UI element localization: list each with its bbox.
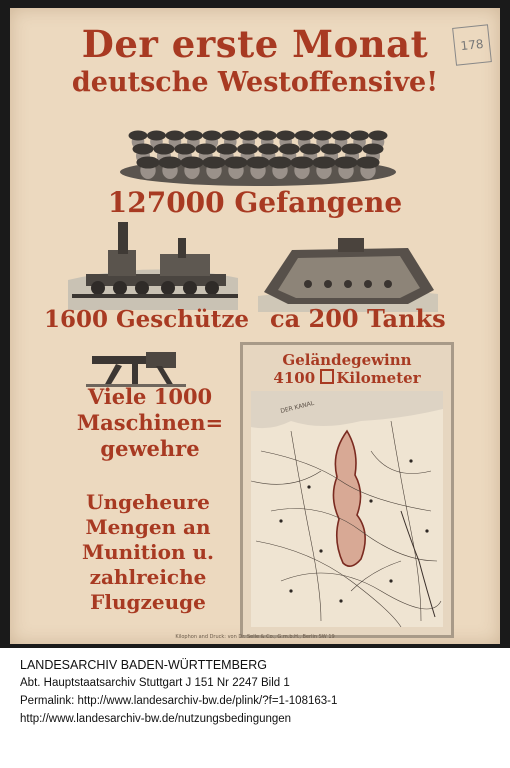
poster-title-line2: deutsche Westoffensive! bbox=[71, 67, 439, 98]
machine-guns-line-1: Viele 1000 bbox=[87, 384, 213, 409]
map-title-line1: Geländegewinn bbox=[282, 351, 412, 369]
map-area-value: 4100 bbox=[273, 369, 316, 387]
machine-guns-line-2: Maschinen= bbox=[76, 410, 224, 435]
front-map-icon bbox=[251, 391, 443, 627]
map-title bbox=[243, 351, 451, 387]
map-title-line2 bbox=[243, 369, 451, 387]
archive-permalink[interactable]: Permalink: http://www.landesarchiv-bw.de/plink/?f=1-108163-1 bbox=[20, 695, 338, 707]
machine-gun-illustration-icon bbox=[86, 344, 186, 388]
munitions-text bbox=[48, 490, 248, 615]
archive-number-stamp: 178 bbox=[452, 24, 492, 66]
tank-illustration-icon bbox=[258, 234, 438, 312]
square-icon bbox=[320, 369, 334, 384]
munitions-line-4: zahlreiche bbox=[89, 565, 207, 589]
tanks-count: ca 200 Tanks bbox=[270, 304, 446, 333]
printer-imprint: Kilophon and Druck: von Dr. Selle & Co., G.m.b.H., Berlin SW 19 bbox=[175, 634, 335, 640]
machine-guns-line-3: gewehre bbox=[100, 436, 200, 461]
munitions-line-2: Mengen an bbox=[85, 515, 211, 539]
munitions-line-5: Flugzeuge bbox=[90, 590, 206, 614]
prisoners-count: 127000 Gefangene bbox=[107, 186, 403, 219]
guns-count: 1600 Geschütze bbox=[44, 306, 250, 333]
territory-map bbox=[240, 342, 454, 638]
map-area-unit: Kilometer bbox=[336, 369, 421, 387]
archive-caption bbox=[20, 656, 500, 728]
map-sea-label: DER KANAL bbox=[279, 399, 315, 415]
artillery-illustration-icon bbox=[68, 220, 238, 310]
archive-name: LANDESARCHIV BADEN-WÜRTTEMBERG bbox=[20, 658, 268, 672]
munitions-line-3: Munition u. bbox=[81, 540, 214, 564]
archive-terms-link[interactable]: http://www.landesarchiv-bw.de/nutzungsbedingungen bbox=[20, 713, 292, 725]
poster-title-line1: Der erste Monat bbox=[81, 22, 429, 66]
machine-guns-text bbox=[60, 384, 240, 462]
munitions-line-1: Ungeheure bbox=[86, 490, 210, 514]
poster bbox=[10, 8, 500, 644]
archive-reference: Abt. Hauptstaatsarchiv Stuttgart J 151 Nr 2247 Bild 1 bbox=[20, 677, 290, 689]
soldiers-illustration-icon bbox=[118, 120, 398, 188]
